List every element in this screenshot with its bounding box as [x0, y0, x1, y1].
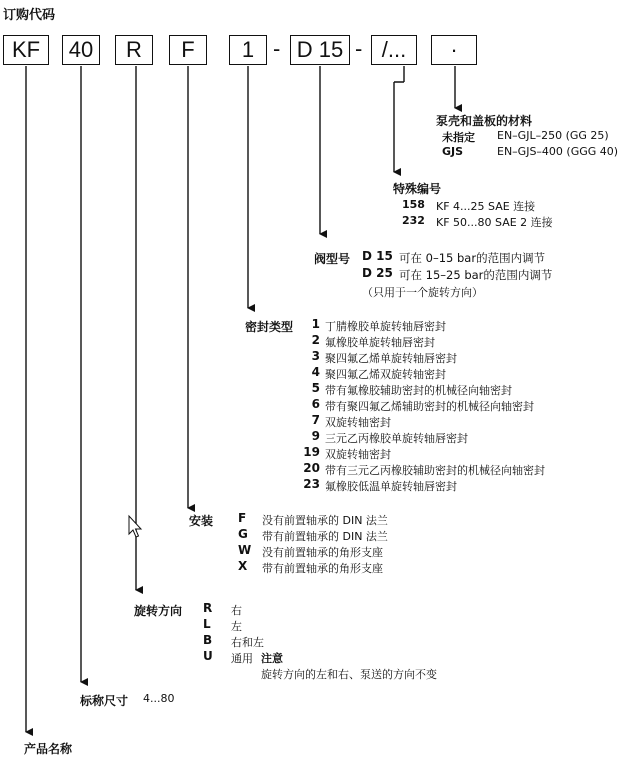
seal-desc: 双旋转轴密封	[325, 448, 391, 461]
seal-code: 7	[311, 413, 320, 427]
seal-code: 1	[311, 317, 320, 331]
mount-code: X	[238, 559, 248, 573]
material-code: GJS	[442, 145, 464, 158]
rotation-note-text: 旋转方向的左和右、泵送的方向不变	[261, 668, 437, 681]
rotation-desc: 右和左	[231, 636, 264, 649]
mount-heading: 安装	[189, 514, 214, 528]
material-desc: EN–GJS–400 (GGG 40)	[497, 145, 619, 158]
product-heading: 产品名称	[24, 742, 73, 756]
seal-heading: 密封类型	[245, 320, 294, 334]
seal-code: 20	[303, 461, 320, 475]
page-title: 订购代码	[3, 8, 56, 23]
seal-desc: 聚四氟乙烯双旋转轴密封	[325, 368, 446, 381]
size-value: 4...80	[143, 692, 175, 705]
valve-code: D 25	[362, 266, 393, 280]
valve-desc: 可在 0–15 bar的范围内调节	[399, 251, 546, 265]
special-code: 158	[402, 198, 425, 211]
rotation-code: U	[203, 649, 213, 663]
special-desc: KF 4...25 SAE 连接	[436, 200, 536, 213]
code-box-seal: 1	[229, 35, 267, 65]
valve-heading: 阀型号	[314, 252, 351, 266]
mount-desc: 带有前置轴承的 DIN 法兰	[262, 530, 388, 543]
special-desc: KF 50...80 SAE 2 连接	[436, 216, 553, 229]
seal-desc: 带有聚四氟乙烯辅助密封的机械径向轴密封	[325, 400, 534, 413]
seal-code: 5	[311, 381, 320, 395]
rotation-heading: 旋转方向	[134, 604, 183, 618]
mount-desc: 没有前置轴承的角形支座	[262, 546, 383, 559]
material-desc: EN–GJL–250 (GG 25)	[497, 129, 609, 142]
valve-desc: 可在 15–25 bar的范围内调节	[399, 268, 553, 282]
size-heading: 标称尺寸	[80, 694, 129, 708]
rotation-code: L	[203, 617, 211, 631]
separator-dash: -	[355, 36, 363, 61]
seal-code: 4	[311, 365, 320, 379]
code-box-rotation: R	[115, 35, 153, 65]
seal-code: 9	[311, 429, 320, 443]
seal-code: 2	[311, 333, 320, 347]
mount-desc: 没有前置轴承的 DIN 法兰	[262, 514, 388, 527]
rotation-desc: 左	[231, 620, 242, 633]
seal-desc: 双旋转轴密封	[325, 416, 391, 429]
material-heading: 泵壳和盖板的材料	[436, 114, 533, 128]
special-code: 232	[402, 214, 425, 227]
valve-note: （只用于一个旋转方向）	[362, 286, 483, 299]
rotation-desc: 通用	[231, 652, 253, 665]
special-heading: 特殊编号	[393, 182, 442, 196]
seal-code: 3	[311, 349, 320, 363]
rotation-note-label: 注意	[261, 652, 283, 665]
mount-code: F	[238, 511, 247, 525]
seal-code: 19	[303, 445, 320, 459]
code-box-material: ·	[431, 35, 477, 65]
valve-code: D 15	[362, 249, 393, 263]
seal-desc: 氟橡胶单旋转轴唇密封	[325, 336, 435, 349]
seal-code: 23	[303, 477, 320, 491]
seal-desc: 带有氟橡胶辅助密封的机械径向轴密封	[325, 384, 512, 397]
seal-desc: 氟橡胶低温单旋转轴唇密封	[325, 480, 457, 493]
mount-desc: 带有前置轴承的角形支座	[262, 562, 383, 575]
rotation-code: R	[203, 601, 213, 615]
seal-desc: 丁腈橡胶单旋转轴唇密封	[325, 320, 446, 333]
rotation-desc: 右	[231, 604, 242, 617]
rotation-code: B	[203, 633, 213, 647]
separator-dash: -	[273, 36, 281, 61]
mount-code: G	[238, 527, 248, 541]
code-box-size: 40	[62, 35, 100, 65]
code-box-valve: D 15	[290, 35, 350, 65]
code-box-mount: F	[169, 35, 207, 65]
seal-desc: 聚四氟乙烯单旋转轴唇密封	[325, 352, 457, 365]
mount-code: W	[238, 543, 252, 557]
code-box-special: /...	[371, 35, 417, 65]
code-box-product: KF	[3, 35, 49, 65]
mouse-cursor-icon	[129, 516, 141, 537]
material-code: 未指定	[442, 131, 475, 144]
seal-desc: 带有三元乙丙橡胶辅助密封的机械径向轴密封	[325, 464, 545, 477]
seal-code: 6	[311, 397, 320, 411]
connector-special	[394, 66, 404, 172]
seal-desc: 三元乙丙橡胶单旋转轴唇密封	[325, 432, 468, 445]
